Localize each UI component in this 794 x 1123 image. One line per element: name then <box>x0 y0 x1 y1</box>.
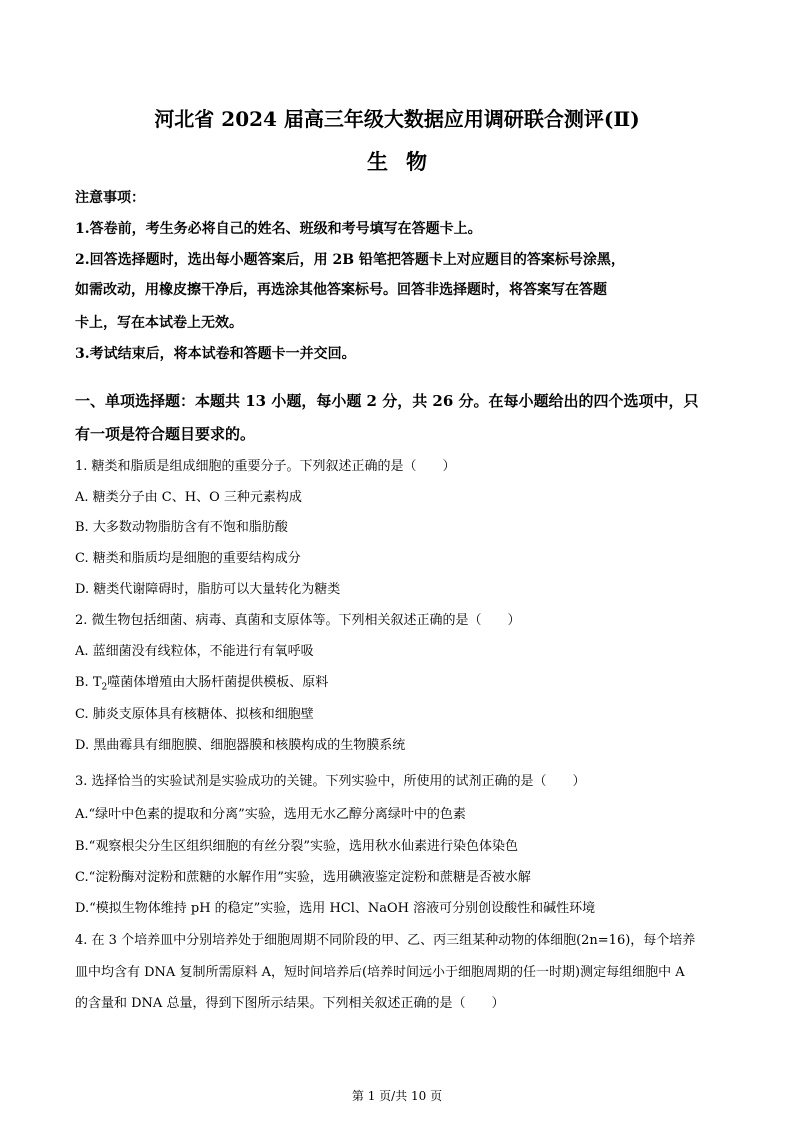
page-number: 第 1 页/共 10 页 <box>351 1089 443 1103</box>
question-2-option-b <box>75 671 328 693</box>
notes-line-4: 卡上，写在本试卷上无效。 <box>75 315 243 331</box>
question-4-line-1: 4. 在 3 个培养皿中分别培养处于细胞周期不同阶段的甲、乙、丙三组某种动物的体细胞(2n=16)，每个培养 <box>75 933 696 948</box>
option-b-rest: 噬菌体增殖由大肠杆菌提供模板、原料 <box>107 675 329 690</box>
notes-line-2: 2.回答选择题时，选出每小题答案后，用 2B 铅笔把答题卡上对应题目的答案标号涂黑， <box>75 252 625 268</box>
question-2-option-c: C. 肺炎支原体具有核糖体、拟核和细胞壁 <box>75 707 314 722</box>
question-1-option-d: D. 糖类代谢障碍时，脂肪可以大量转化为糖类 <box>75 582 341 597</box>
question-1-option-a: A. 糖类分子由 C、H、O 三种元素构成 <box>75 490 302 505</box>
option-b-prefix: B. T <box>75 675 102 690</box>
exam-title: 河北省 2024 届高三年级大数据应用调研联合测评(Ⅱ) <box>154 107 640 131</box>
notes-line-5: 3.考试结束后，将本试卷和答题卡一并交回。 <box>75 346 356 362</box>
question-1-option-c: C. 糖类和脂质均是细胞的重要结构成分 <box>75 551 301 566</box>
question-3-option-c: C.“淀粉酶对淀粉和蔗糖的水解作用”实验，选用碘液鉴定淀粉和蔗糖是否被水解 <box>75 870 531 885</box>
question-1-stem: 1. 糖类和脂质是组成细胞的重要分子。下列叙述正确的是（ ） <box>75 459 456 474</box>
option-b-subscript: 2 <box>101 682 108 693</box>
question-2-option-d: D. 黑曲霉具有细胞膜、细胞器膜和核膜构成的生物膜系统 <box>75 738 406 753</box>
subject-title: 生物 <box>367 149 445 174</box>
notes-line-3: 如需改动，用橡皮擦干净后，再选涂其他答案标号。回答非选择题时，将答案写在答题 <box>75 282 607 298</box>
question-3-option-a: A.“绿叶中色素的提取和分离”实验，选用无水乙醇分离绿叶中的色素 <box>75 807 466 822</box>
question-1-option-b: B. 大多数动物脂肪含有不饱和脂肪酸 <box>75 520 288 535</box>
question-3-option-d: D.“模拟生物体维持 pH 的稳定”实验，选用 HCl、NaOH 溶液可分别创设酸性和碱性环境 <box>75 901 596 916</box>
question-2-option-a: A. 蓝细菌没有线粒体，不能进行有氧呼吸 <box>75 644 314 659</box>
notes-line-1: 1.答卷前，考生务必将自己的姓名、班级和考号填写在答题卡上。 <box>75 221 482 237</box>
question-4-line-3: 的含量和 DNA 总量，得到下图所示结果。下列相关叙述正确的是（ ） <box>75 996 505 1011</box>
question-3-option-b: B.“观察根尖分生区组织细胞的有丝分裂”实验，选用秋水仙素进行染色体染色 <box>75 839 518 854</box>
question-2-stem: 2. 微生物包括细菌、病毒、真菌和支原体等。下列相关叙述正确的是（ ） <box>75 613 521 628</box>
question-3-stem: 3. 选择恰当的实验试剂是实验成功的关键。下列实验中，所使用的试剂正确的是（ ） <box>75 774 586 789</box>
section-heading-line-1: 一、单项选择题：本题共 13 小题，每小题 2 分，共 26 分。在每小题给出的四个选项中，只 <box>75 392 699 410</box>
question-4-line-2: 皿中均含有 DNA 复制所需原料 A，短时间培养后(培养时间远小于细胞周期的任一时期)测定每组细胞中 A <box>75 965 685 980</box>
section-heading-line-2: 有一项是符合题目要求的。 <box>75 425 256 443</box>
notes-heading: 注意事项： <box>75 190 145 206</box>
